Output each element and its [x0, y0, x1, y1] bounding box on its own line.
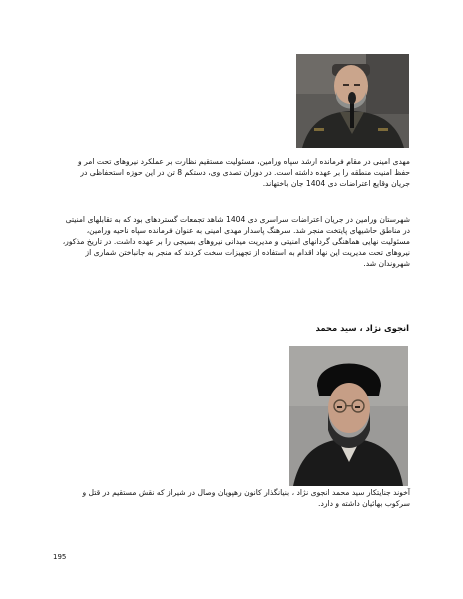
portrait-photo-military-officer [296, 54, 409, 148]
portrait-photo-cleric [289, 346, 408, 486]
page-number: 195 [53, 553, 67, 561]
section-heading-enjavinejad: انجوی نژاد ، سید محمد [315, 323, 409, 333]
paragraph-amini-role: مهدی امینی در مقام فرمانده ارشد سپاه ورامین، مسئولیت مستقیم نظارت بر عملکرد نیروهای تحت امر و حفظ امنیت منطقه را بر عهده داشته است. در دوران تصدی وی، دستکم 8 تن در این حوزه استحفاظی در جریان وقایع اعتراضات دی 1404 جان باختهاند. [77, 157, 410, 188]
paragraph-enjavinejad-description: آخوند جنایتکار سید محمد انجوی نژاد ، بنیانگذار کانون رهپویان وصال در شیراز که نقش مستقیم در قتل و سرکوب بهائیان داشته و دارد. [82, 488, 410, 508]
paragraph-varamin-protests: شهرستان ورامین در جریان اعتراضات سراسری دی 1404 شاهد تجمعات گستردهای بود که به تقابلهای امنیتی در مناطق حاشیهای پایتخت منجر شد. سرهنگ پاسدار مهدی امینی به عنوان فرمانده سپاه ناحیه ورامین، مسئولیت نهایی هماهنگی گردانهای امنیتی و مدیریت میدانی نیروهای بسیجی را بر عهده داشت. در تاریخ مذکور، نیروهای تحت مدیریت این نهاد اقدام به استفاده از تجهیزات سخت کردند که منجر به جانباختن شماری از شهروندان شد. [62, 215, 410, 268]
